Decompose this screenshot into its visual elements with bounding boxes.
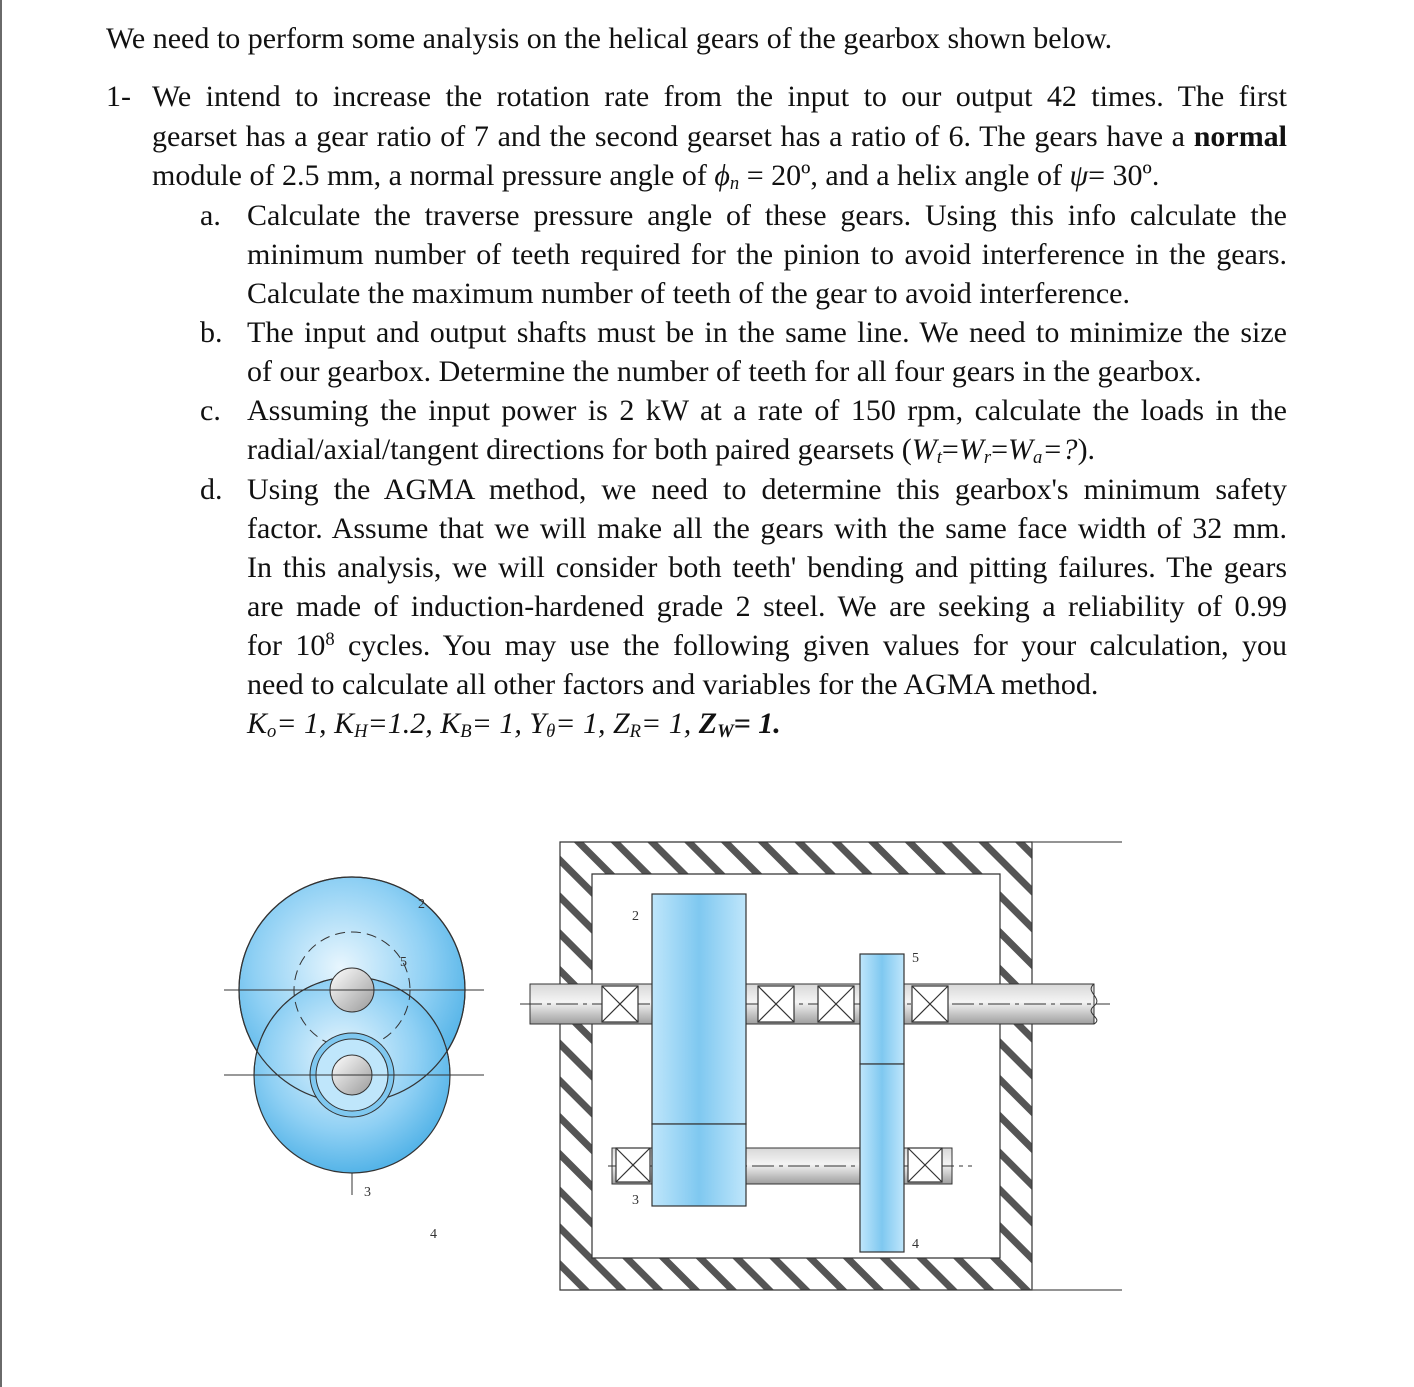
problem-line-2-text: gearset has a gear ratio of 7 and the second gearset has a ratio of 6. The gears have a [152,120,1185,153]
eq-sign-1: = [941,433,959,466]
side-label-4: 4 [912,1237,919,1252]
part-c-label: c. [200,394,221,427]
kb-value: = 1, [471,707,530,740]
kh-letter: K [334,707,355,740]
bearing-output-right [912,986,948,1022]
eq-sign-2: = [991,433,1009,466]
bearing-counter-left [616,1148,650,1182]
part-a-label: a. [200,199,221,232]
side-gear-4 [860,1064,904,1252]
gearbox-figure [0,820,1414,1320]
w-sub-a: a [1033,447,1043,469]
kb-letter: K [440,707,461,740]
part-c-close: ). [1077,433,1096,466]
end-label-3: 3 [364,1185,371,1200]
end-label-2: 2 [418,897,425,912]
ko-sub: o [267,721,277,743]
part-a-line-1: Calculate the traverse pressure angle of these gears. Using this info calculate the [247,199,1287,232]
part-d-line-5 [247,626,1287,666]
w-sub-t: t [936,447,942,469]
bearing-output-left [818,986,854,1022]
part-c-line-2-text: radial/axial/tangent directions for both paired gearsets ( [247,433,912,466]
ko-letter: K [247,707,268,740]
zw-value: = 1. [733,707,781,740]
y-value: = 1, [555,707,613,740]
gearbox-side-view [520,842,1122,1290]
psi-value: = 30º. [1088,159,1160,192]
part-d-line-1: Using the AGMA method, we need to determine this gearbox's minimum safety [247,473,1287,506]
part-c-line-2 [247,430,1095,470]
end-label-4: 4 [430,1227,437,1242]
w-sub-r: r [983,447,992,469]
phi-value: = 20º, and a helix angle of [746,159,1062,192]
side-label-3: 3 [632,1193,639,1208]
part-b-line-1: The input and output shafts must be in the same line. We need to minimize the size [247,316,1287,349]
bold-term-normal: normal [1193,120,1288,153]
bearing-counter-right [908,1148,942,1182]
problem-line-3-text: module of 2.5 mm, a normal pressure angle of [152,159,707,192]
part-d-label: d. [200,473,223,506]
agma-given-values [247,704,781,744]
part-b-label: b. [200,316,223,349]
part-d-line-2: factor. Assume that we will make all the gears with the same face width of 32 mm. [247,512,1287,545]
problem-line-3 [152,156,1159,196]
end-label-5: 5 [400,955,407,970]
psi-symbol: ψ [1069,159,1089,192]
cycles-exponent: 8 [325,628,335,650]
bearing-input-left [602,986,638,1022]
y-sub: θ [546,721,556,743]
side-gear-2 [652,894,746,1124]
problem-line-2 [152,117,1287,157]
phi-subscript: n [729,173,740,195]
part-c-line-1: Assuming the input power is 2 kW at a rate of 150 rpm, calculate the loads in the [247,394,1287,427]
housing-wall [560,842,1032,1290]
side-label-2: 2 [632,909,639,924]
side-label-5: 5 [912,951,919,966]
part-d-line-3: In this analysis, we will consider both teeth' bending and pitting failures. The gears [247,551,1287,584]
bearing-input-right [758,986,794,1022]
part-d-line-4: are made of induction-hardened grade 2 steel. We are seeking a reliability of 0.99 [247,590,1287,623]
zr-letter: Z [612,707,630,740]
intro-text: We need to perform some analysis on the helical gears of the gearbox shown below. [106,22,1113,55]
phi-symbol: ϕ [714,159,730,192]
part-d-line-5-post: cycles. You may use the following given values for your calculation, you [334,629,1287,662]
part-d-line-6: need to calculate all other factors and variables for the AGMA method. [247,668,1099,701]
zw-sub: W [717,721,734,743]
y-letter: Y [529,707,547,740]
kh-value: =1.2, [367,707,441,740]
gear-end-view [224,877,484,1242]
part-d-line-5-pre: for 10 [247,629,326,662]
kh-sub: H [354,721,368,743]
side-gear-3 [652,1124,746,1206]
w-symbol: W [1008,433,1034,466]
zr-value: = 1, [641,707,699,740]
side-gear-5 [860,954,904,1064]
ko-value: = 1, [276,707,335,740]
unknown-marker: =? [1042,433,1078,466]
w-symbol: W [958,433,984,466]
gearbox-drawing [0,820,1414,1320]
problem-line-1: We intend to increase the rotation rate from the input to our output 42 times. The first [152,80,1287,113]
zr-sub: R [629,721,642,743]
w-symbol: W [911,433,937,466]
problem-number: 1- [106,80,131,113]
zw-letter: Z [698,707,718,740]
part-a-line-3: Calculate the maximum number of teeth of the gear to avoid interference. [247,277,1130,310]
part-a-line-2: minimum number of teeth required for the pinion to avoid interference in the gears. [247,238,1287,271]
kb-sub: B [460,721,472,743]
part-b-line-2: of our gearbox. Determine the number of teeth for all four gears in the gearbox. [247,355,1202,388]
